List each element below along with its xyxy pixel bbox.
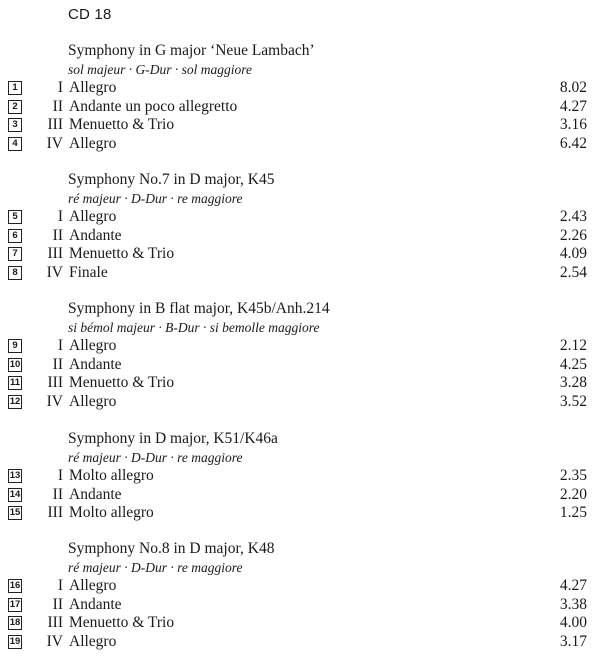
track-row (0, 486, 600, 505)
movement-title: Andante (69, 355, 122, 373)
track-row (0, 135, 600, 154)
track-row (0, 393, 600, 412)
track-row (0, 208, 600, 227)
work-section (0, 171, 600, 282)
movement-numeral: II (52, 226, 63, 244)
track-row (0, 614, 600, 633)
movement-title: Allegro (69, 577, 117, 594)
movement-numeral: I (57, 208, 63, 225)
movement-numeral: I (57, 577, 63, 594)
movement-title: Andante un poco allegretto (69, 97, 238, 115)
movement-numeral: I (57, 337, 63, 354)
track-duration: 4.27 (559, 577, 587, 594)
work-key-subtitle: ré majeur · D-Dur · re maggiore (68, 191, 243, 206)
track-duration: 2.26 (559, 226, 587, 244)
movement-title: Menuetto & Trio (69, 116, 175, 133)
movement-title: Allegro (69, 392, 117, 410)
track-row (0, 374, 600, 393)
track-number-box: 13 (9, 470, 21, 481)
movement-title: Finale (69, 263, 108, 281)
track-row (0, 245, 600, 264)
track-duration: 6.42 (559, 134, 587, 152)
movement-numeral: II (52, 97, 63, 115)
track-number-box: 11 (9, 377, 21, 388)
movement-numeral: III (47, 116, 63, 133)
movement-numeral: III (47, 614, 63, 631)
movement-numeral: III (47, 374, 63, 391)
work-title: Symphony No.8 in D major, K48 (68, 540, 275, 557)
track-duration: 2.54 (559, 263, 587, 281)
movement-title: Menuetto & Trio (69, 245, 175, 262)
track-number-box: 17 (9, 598, 21, 610)
movement-numeral: IV (46, 263, 63, 281)
movement-title: Andante (69, 595, 122, 613)
track-duration: 2.35 (559, 467, 587, 484)
movement-title: Allegro (69, 208, 117, 225)
track-row (0, 633, 600, 652)
track-number-box: 9 (8, 339, 22, 353)
track-row (0, 577, 600, 596)
track-row (0, 467, 600, 486)
work-key-subtitle: sol majeur · G-Dur · sol maggiore (68, 62, 252, 77)
track-number-box: 5 (8, 210, 22, 224)
track-number-box: 1 (8, 81, 22, 95)
track-number-box: 7 (8, 247, 22, 261)
track-row (0, 116, 600, 135)
cd-title: CD 18 (68, 6, 112, 23)
movement-numeral: IV (46, 632, 63, 650)
movement-title: Allegro (69, 134, 117, 152)
track-number-box: 3 (8, 118, 22, 132)
track-number-box: 2 (8, 100, 22, 114)
track-duration: 1.25 (559, 504, 587, 521)
movement-numeral: IV (46, 392, 63, 410)
track-row (0, 504, 600, 523)
track-duration: 2.43 (559, 208, 587, 225)
movement-title: Menuetto & Trio (69, 614, 175, 631)
movement-title: Molto allegro (69, 504, 154, 521)
movement-title: Allegro (69, 632, 117, 650)
movement-numeral: I (57, 79, 63, 96)
track-number-box: 6 (8, 229, 22, 243)
track-duration: 3.16 (559, 116, 587, 133)
movement-title: Allegro (69, 337, 117, 354)
track-duration: 3.17 (559, 632, 587, 650)
track-number-box: 14 (9, 488, 21, 500)
track-row (0, 356, 600, 375)
work-title: Symphony in D major, K51/K46a (68, 430, 278, 447)
movement-numeral: IV (46, 134, 63, 152)
work-key-subtitle: ré majeur · D-Dur · re maggiore (68, 450, 243, 465)
movement-numeral: II (52, 595, 63, 613)
track-row (0, 79, 600, 98)
track-duration: 4.09 (559, 245, 587, 262)
track-duration: 3.38 (559, 595, 587, 613)
track-number-box: 16 (9, 580, 21, 591)
track-number-box: 12 (9, 395, 21, 407)
movement-title: Andante (69, 485, 122, 503)
work-title: Symphony in G major ‘Neue Lambach’ (68, 42, 315, 59)
track-duration: 2.20 (559, 485, 587, 503)
track-row (0, 227, 600, 246)
work-title: Symphony in B flat major, K45b/Anh.214 (68, 300, 330, 317)
work-section (0, 300, 600, 411)
track-duration: 3.28 (559, 374, 587, 391)
track-duration: 4.27 (559, 97, 587, 115)
movement-title: Andante (69, 226, 122, 244)
track-number-box: 19 (9, 635, 21, 647)
track-row (0, 264, 600, 283)
movement-numeral: III (47, 504, 63, 521)
track-number-box: 4 (8, 137, 22, 151)
track-duration: 4.25 (559, 355, 587, 373)
track-duration: 8.02 (559, 79, 587, 96)
movement-numeral: III (47, 245, 63, 262)
track-duration: 4.00 (559, 614, 587, 631)
track-number-box: 8 (8, 266, 22, 280)
work-key-subtitle: si bémol majeur · B-Dur · si bemolle maggiore (68, 320, 320, 335)
track-row (0, 98, 600, 117)
movement-title: Menuetto & Trio (69, 374, 175, 391)
track-number-box: 18 (9, 617, 21, 628)
work-section (0, 430, 600, 523)
track-row (0, 596, 600, 615)
work-section (0, 540, 600, 651)
track-number-box: 10 (9, 358, 21, 370)
track-row (0, 337, 600, 356)
movement-numeral: I (57, 467, 63, 484)
work-title: Symphony No.7 in D major, K45 (68, 171, 275, 188)
track-number-box: 15 (9, 507, 21, 518)
track-duration: 2.12 (559, 337, 587, 354)
movement-title: Allegro (69, 79, 117, 96)
movement-numeral: II (52, 355, 63, 373)
track-duration: 3.52 (559, 392, 587, 410)
work-section (0, 42, 600, 153)
work-key-subtitle: ré majeur · D-Dur · re maggiore (68, 560, 243, 575)
movement-numeral: II (52, 485, 63, 503)
movement-title: Molto allegro (69, 467, 154, 484)
